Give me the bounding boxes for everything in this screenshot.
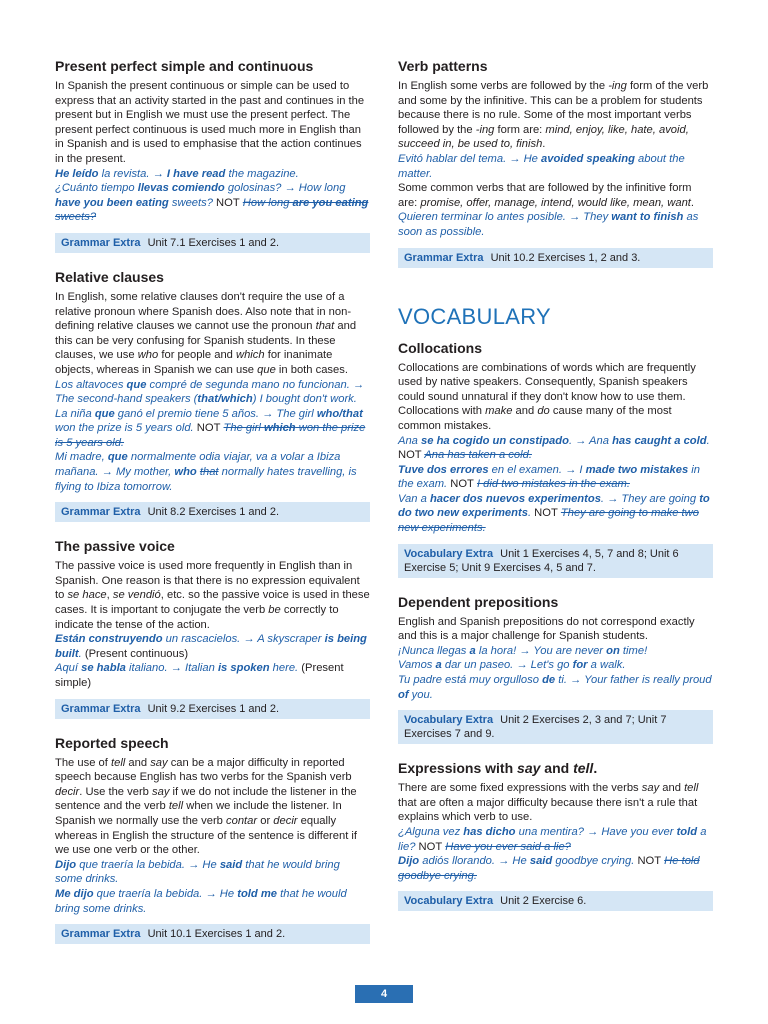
- example-line: Evitó hablar del tema. → He avoided speaking about the matter.: [398, 152, 685, 180]
- box-label: Grammar Extra: [61, 236, 141, 249]
- section-body: In English some verbs are followed by the -ing form of the verb and some by the infinitive. This can be a problem for students because there is no rule. Some of the most important verbs followed by the -ing form are: mind, enjoy, like, hate, avoid, succeed in, be used to, finish.: [398, 80, 709, 151]
- section-body: There are some fixed expressions with the verbs say and tell that are often a major difficulty because there isn't a rule that explains which verb to use.: [398, 782, 699, 824]
- section-reported-speech: [55, 735, 370, 945]
- example-line: Mi madre, que normalmente odia viajar, va a volar a Ibiza mañana. → My mother, who that normally hates travelling, is flying to Ibiza tomorrow.: [55, 451, 357, 493]
- example-line: Vamos a dar un paseo. → Let's go for a walk.: [398, 659, 626, 672]
- section-heading: Collocations: [398, 339, 483, 356]
- section-body: English and Spanish prepositions do not correspond exactly and this is a major challenge for Spanish students.: [398, 615, 695, 643]
- box-label: Vocabulary Extra: [404, 547, 494, 560]
- left-column: [55, 58, 370, 960]
- grammar-extra-box: [55, 233, 370, 253]
- heading-part: and: [540, 760, 574, 777]
- example-line: Ana se ha cogido un constipado. → Ana has caught a cold. NOT Ana has taken a cold.: [398, 434, 710, 462]
- example-line: ¿Cuánto tiempo llevas comiendo golosinas? → How long have you been eating sweets? NOT How long are you eating sweets?: [55, 182, 369, 224]
- section-heading: [398, 760, 713, 777]
- heading-part: tell: [573, 760, 594, 777]
- example-line: Me dijo que traería la bebida. → He told me that he would bring some drinks.: [55, 887, 347, 915]
- example-line: Están construyendo un rascacielos. → A skyscraper is being built. (Present continuous): [55, 633, 367, 660]
- example-line: Los altavoces que compré de segunda mano no funcionan. → The second-hand speakers (that/which) I bought don't work.: [55, 378, 365, 406]
- grammar-extra-box: [398, 248, 713, 268]
- example-line: Dijo que traería la bebida. → He said that he would bring some drinks.: [55, 858, 340, 886]
- vocabulary-extra-box: [398, 891, 713, 911]
- section-body: In English, some relative clauses don't require the use of a relative pronoun where Spanish does. Also note that in non-defining relative clauses we cannot use the pronoun that and this can be very confusing for Spanish students. In these clauses, we use who for people and which for inanimate objects, whereas in Spanish we can use que in both cases.: [55, 290, 357, 376]
- vocabulary-extra-box: [398, 544, 713, 578]
- box-label: Grammar Extra: [61, 928, 141, 941]
- box-text: Unit 1 Exercises 4, 5, 7 and 8; Unit 6 Exercise 5; Unit 9 Exercises 4, 5 and 7.: [404, 547, 679, 574]
- section-body: The passive voice is used more frequently in English than in Spanish. One reason is that there is no expression equivalent to se hace, se vendió, etc. so the passive voice is used in these cases. It is important to conjugate the verb be correctly to indicate the tense of the action.: [55, 560, 370, 631]
- example-line: He leído la revista. → I have read the magazine.: [55, 167, 299, 180]
- box-text: Unit 2 Exercises 2, 3 and 7; Unit 7 Exercises 7 and 9.: [404, 714, 667, 741]
- section-heading: The passive voice: [55, 538, 175, 555]
- section-collocations: [398, 340, 713, 578]
- section-heading: Dependent prepositions: [398, 593, 559, 610]
- section-body: In Spanish the present continuous or simple can be used to express that an activity started in the past and continues in the present but in English we must use the present perfect. The present perfect continuous is used much more in English than in Spanish and is used to emphasise that the action continues in the present.: [55, 80, 365, 165]
- example-line: La niña que ganó el premio tiene 5 años. → The girl who/that won the prize is 5 years old. NOT The girl which won the prize is 5 years old.: [55, 407, 366, 449]
- example-line: Tuve dos errores en el examen. → I made two mistakes in the exam. NOT I did two mistakes in the exam.: [398, 463, 701, 491]
- grammar-extra-box: [55, 502, 370, 522]
- box-label: Grammar Extra: [61, 702, 141, 715]
- example-line: Aquí se habla italiano. → Italian is spoken here. (Present simple): [55, 662, 344, 689]
- box-text: Unit 10.1 Exercises 1 and 2.: [147, 928, 286, 941]
- section-present-perfect: [55, 58, 370, 253]
- example-line: ¿Alguna vez has dicho una mentira? → Have you ever told a lie? NOT Have you ever said a lie?: [398, 826, 707, 853]
- grammar-extra-box: [55, 924, 370, 944]
- box-text: Unit 8.2 Exercises 1 and 2.: [147, 506, 280, 519]
- heading-part: .: [593, 760, 598, 777]
- section-body: The use of tell and say can be a major difficulty in reported speech because English has two verbs for the Spanish verb decir. Use the verb say if we do not include the listener in the sentence and the verb tell when we include the listener. In Spanish we normally use the verb contar or decir equally whereas in English the structure of the sentence is different if we use one verb or the other.: [55, 756, 358, 857]
- right-column: [398, 58, 713, 927]
- box-label: Vocabulary Extra: [404, 895, 494, 908]
- section-expressions: [398, 760, 713, 911]
- box-label: Grammar Extra: [61, 506, 141, 519]
- section-heading: Relative clauses: [55, 268, 164, 285]
- example-line: Tu padre está muy orgulloso de ti. → Your father is really proud of you.: [398, 674, 712, 701]
- box-text: Unit 9.2 Exercises 1 and 2.: [147, 702, 280, 715]
- section-passive-voice: [55, 538, 370, 718]
- section-verb-patterns: [398, 58, 713, 268]
- section-body: Some common verbs that are followed by the infinitive form are: promise, offer, manage, intend, would like, mean, want.: [398, 182, 695, 209]
- box-label: Grammar Extra: [404, 251, 484, 264]
- section-relative-clauses: [55, 269, 370, 522]
- example-line: ¡Nunca llegas a la hora! → You are never on time!: [398, 644, 648, 657]
- example-line: Van a hacer dos nuevos experimentos. → They are going to do two new experiments. NOT They are going to make two new experiments.: [398, 492, 710, 535]
- section-heading: Reported speech: [55, 734, 169, 751]
- section-body: Collocations are combinations of words which are frequently used by native speakers. Consequently, Spanish speakers could sound unnatural if they don't know how to use them. Collocations with make and do cause many of the most common mistakes.: [398, 361, 696, 432]
- box-text: Unit 7.1 Exercises 1 and 2.: [147, 236, 280, 249]
- page-number: 4: [355, 985, 413, 1003]
- heading-part: Expressions with: [398, 760, 518, 777]
- section-dependent-prepositions: [398, 594, 713, 745]
- box-text: Unit 10.2 Exercises 1, 2 and 3.: [490, 251, 641, 264]
- section-heading: Present perfect simple and continuous: [55, 58, 314, 74]
- box-label: Vocabulary Extra: [404, 714, 494, 727]
- vocabulary-title: VOCABULARY: [398, 303, 551, 329]
- section-heading: Verb patterns: [398, 58, 488, 74]
- example-line: Dijo adiós llorando. → He said goodbye crying. NOT He told goodbye crying.: [398, 855, 700, 882]
- example-line: Quieren terminar lo antes posible. → They want to finish as soon as possible.: [398, 211, 699, 238]
- box-text: Unit 2 Exercise 6.: [500, 895, 587, 908]
- heading-part: say: [517, 760, 541, 777]
- vocabulary-extra-box: [398, 710, 713, 744]
- grammar-extra-box: [55, 699, 370, 719]
